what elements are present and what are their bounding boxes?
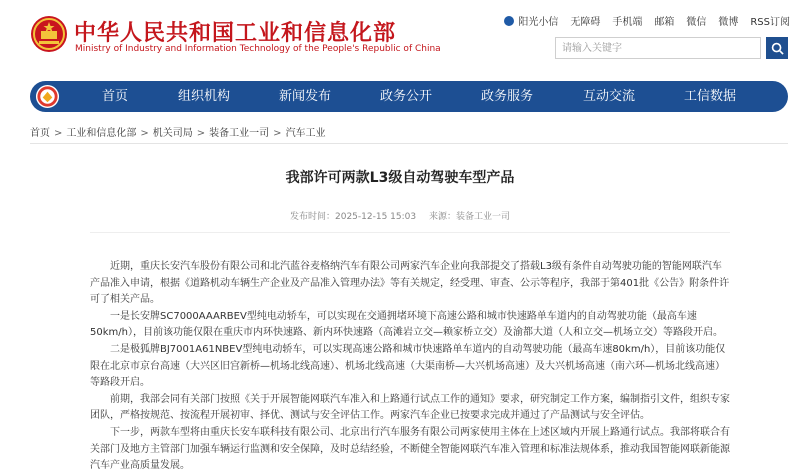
article-paragraph: 下一步，两款车型将由重庆长安车联科技有限公司、北京出行汽车服务有限公司两家使用主体在上述区域内开展上路通行试点。我部将联合有关部门及地方主管部门加强车辆运行监测和安全保障，及时总结经验，不断健全智能网联汽车准入管理和标准法规体系，推动我国智能网联新能源汽车产业高质量发展。 (90, 426, 730, 472)
article-title: 我部许可两款L3级自动驾驶车型产品 (285, 170, 515, 186)
meta-divider (90, 232, 730, 233)
site-title-en: Ministry of Industry and Information Technology of the People's Republic of China (75, 44, 441, 54)
breadcrumb-separator: > (54, 128, 63, 139)
nav-item-interaction[interactable]: 互动交流 (583, 89, 636, 104)
miit-logo-icon[interactable] (35, 84, 60, 109)
breadcrumb (30, 124, 326, 139)
article-meta (0, 209, 800, 222)
search-icon (771, 42, 784, 55)
breadcrumb-separator: > (196, 128, 206, 139)
article-paragraph: 二是极狐牌BJ7001A61NBEV型纯电动轿车，可以实现高速公路和城市快速路单车道内的自动驾驶功能（最高车速80km/h），目前该功能仅限在北京市京台高速（大兴区旧宫新桥—机场北线高速）、机场北线高速（大渠南桥—大兴机场高速）及大兴机场高速（南六环—机场北线高速）等路段开启。 (90, 343, 726, 389)
breadcrumb-ministry[interactable]: 工业和信息化部 (66, 128, 137, 139)
top-link-mobile[interactable]: 手机端 (612, 17, 643, 28)
top-link-accessibility[interactable]: 无障碍 (570, 17, 601, 28)
sunshine-icon (504, 16, 514, 26)
national-emblem-icon[interactable] (30, 14, 68, 54)
nav-item-gov-services[interactable]: 政务服务 (481, 89, 534, 104)
nav-item-news[interactable]: 新闻发布 (279, 89, 332, 104)
top-link-weibo[interactable]: 微博 (718, 17, 739, 28)
nav-item-data[interactable]: 工信数据 (684, 89, 737, 104)
breadcrumb-divider (30, 143, 788, 144)
search-button[interactable] (766, 37, 788, 59)
article-body (90, 259, 730, 475)
main-nav (30, 81, 788, 112)
article-paragraph: 前期，我部会同有关部门按照《关于开展智能网联汽车准入和上路通行试点工作的通知》要求，研究制定工作方案，编制指引文件，组织专家团队，严格按规范、按流程开展初审、择优、测试与安全评估工作。两家汽车企业已按要求完成并通过了产品测试与安全评估。 (90, 393, 730, 422)
site-title[interactable]: 中华人民共和国工业和信息化部 (74, 21, 397, 46)
nav-item-home[interactable]: 首页 (102, 89, 129, 104)
breadcrumb-separator: > (273, 128, 282, 139)
publish-time: 发布时间：2025-12-15 15:03 (290, 212, 417, 222)
nav-item-gov-affairs[interactable]: 政务公开 (380, 89, 433, 104)
article-paragraph: 近期，重庆长安汽车股份有限公司和北汽蓝谷麦格纳汽车有限公司两家汽车企业向我部提交了搭载L3级有条件自动驾驶功能的智能网联汽车产品准入申请，根据《道路机动车辆生产企业及产品准入管理办法》等有关规定，经受理、审查、公示等程序，我部于第401批《公告》附条件许可了相关产品。 (90, 261, 730, 306)
search-input[interactable]: 请输入关键字 (555, 37, 761, 59)
breadcrumb-home[interactable]: 首页 (30, 128, 50, 139)
top-link-wechat[interactable]: 微信 (686, 17, 707, 28)
article-paragraph: 一是长安牌SC7000AAARBEV型纯电动轿车，可以实现在交通拥堵环境下高速公路和城市快速路单车道内的自动驾驶功能（最高车速50km/h），目前该功能仅限在重庆市内环快速路、新内环快速路（高滩岩立交—赖家桥立交）及渝都大道（人和立交—机场立交）等路段开启。 (90, 310, 723, 339)
breadcrumb-separator: > (140, 128, 149, 139)
top-link-rss[interactable]: RSS订阅 (750, 17, 790, 28)
top-link-sunshine[interactable]: 阳光小信 (504, 13, 558, 28)
breadcrumb-equipment-dept[interactable]: 装备工业一司 (209, 128, 270, 139)
top-links (492, 13, 790, 28)
article-source: 来源：装备工业一司 (428, 212, 510, 222)
nav-item-organization[interactable]: 组织机构 (178, 89, 231, 104)
breadcrumb-auto-industry[interactable]: 汽车工业 (285, 128, 326, 139)
site-header (0, 0, 800, 78)
breadcrumb-departments[interactable]: 机关司局 (152, 128, 193, 139)
top-link-mail[interactable]: 邮箱 (654, 17, 675, 28)
